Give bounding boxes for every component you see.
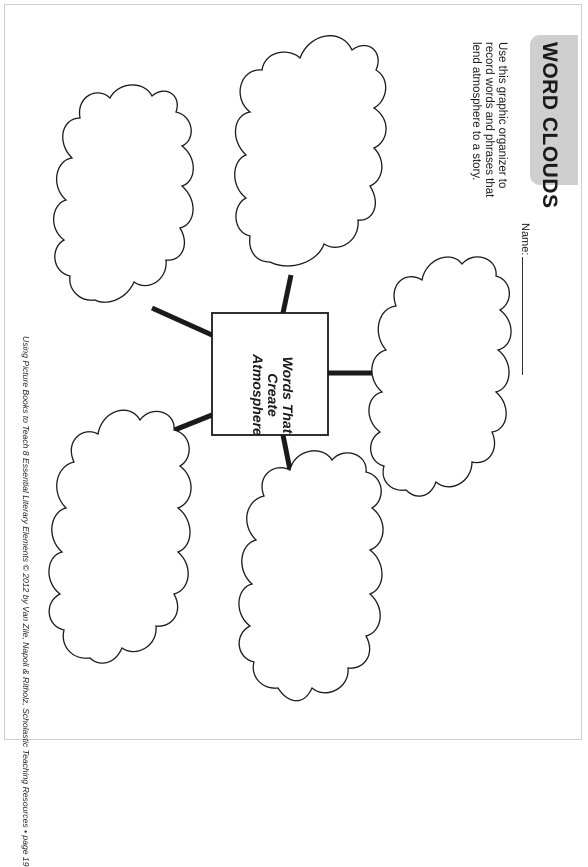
cloud-top-left — [54, 85, 194, 302]
page-title: WORD CLOUDS — [538, 42, 561, 209]
center-label-line-2: Create — [265, 373, 281, 417]
name-field — [519, 223, 533, 375]
cloud-right — [369, 257, 511, 496]
connector-top-right — [283, 275, 291, 313]
connector-top-left — [152, 308, 212, 335]
instructions — [469, 42, 508, 202]
instruction-line-2: record words and phrases that — [483, 42, 495, 198]
instruction-line-3: lend atmosphere to a story. — [470, 42, 482, 181]
name-line — [522, 257, 533, 375]
center-label-line-3: Atmosphere — [250, 354, 266, 436]
center-label — [250, 335, 295, 455]
instruction-line-1: Use this graphic organizer to — [496, 42, 508, 189]
cloud-bottom-left — [49, 410, 191, 663]
cloud-bottom-right — [239, 451, 383, 701]
name-label: Name: — [519, 223, 531, 256]
cloud-top-right — [235, 36, 386, 266]
center-label-line-1: Words That — [280, 356, 296, 434]
footer-credit: Using Picture Books to Teach 8 Essential Literary Elements © 2012 by Van Zile, Napoli & Ritholz, Scholastic Teaching Resources • page 19 — [21, 336, 31, 867]
